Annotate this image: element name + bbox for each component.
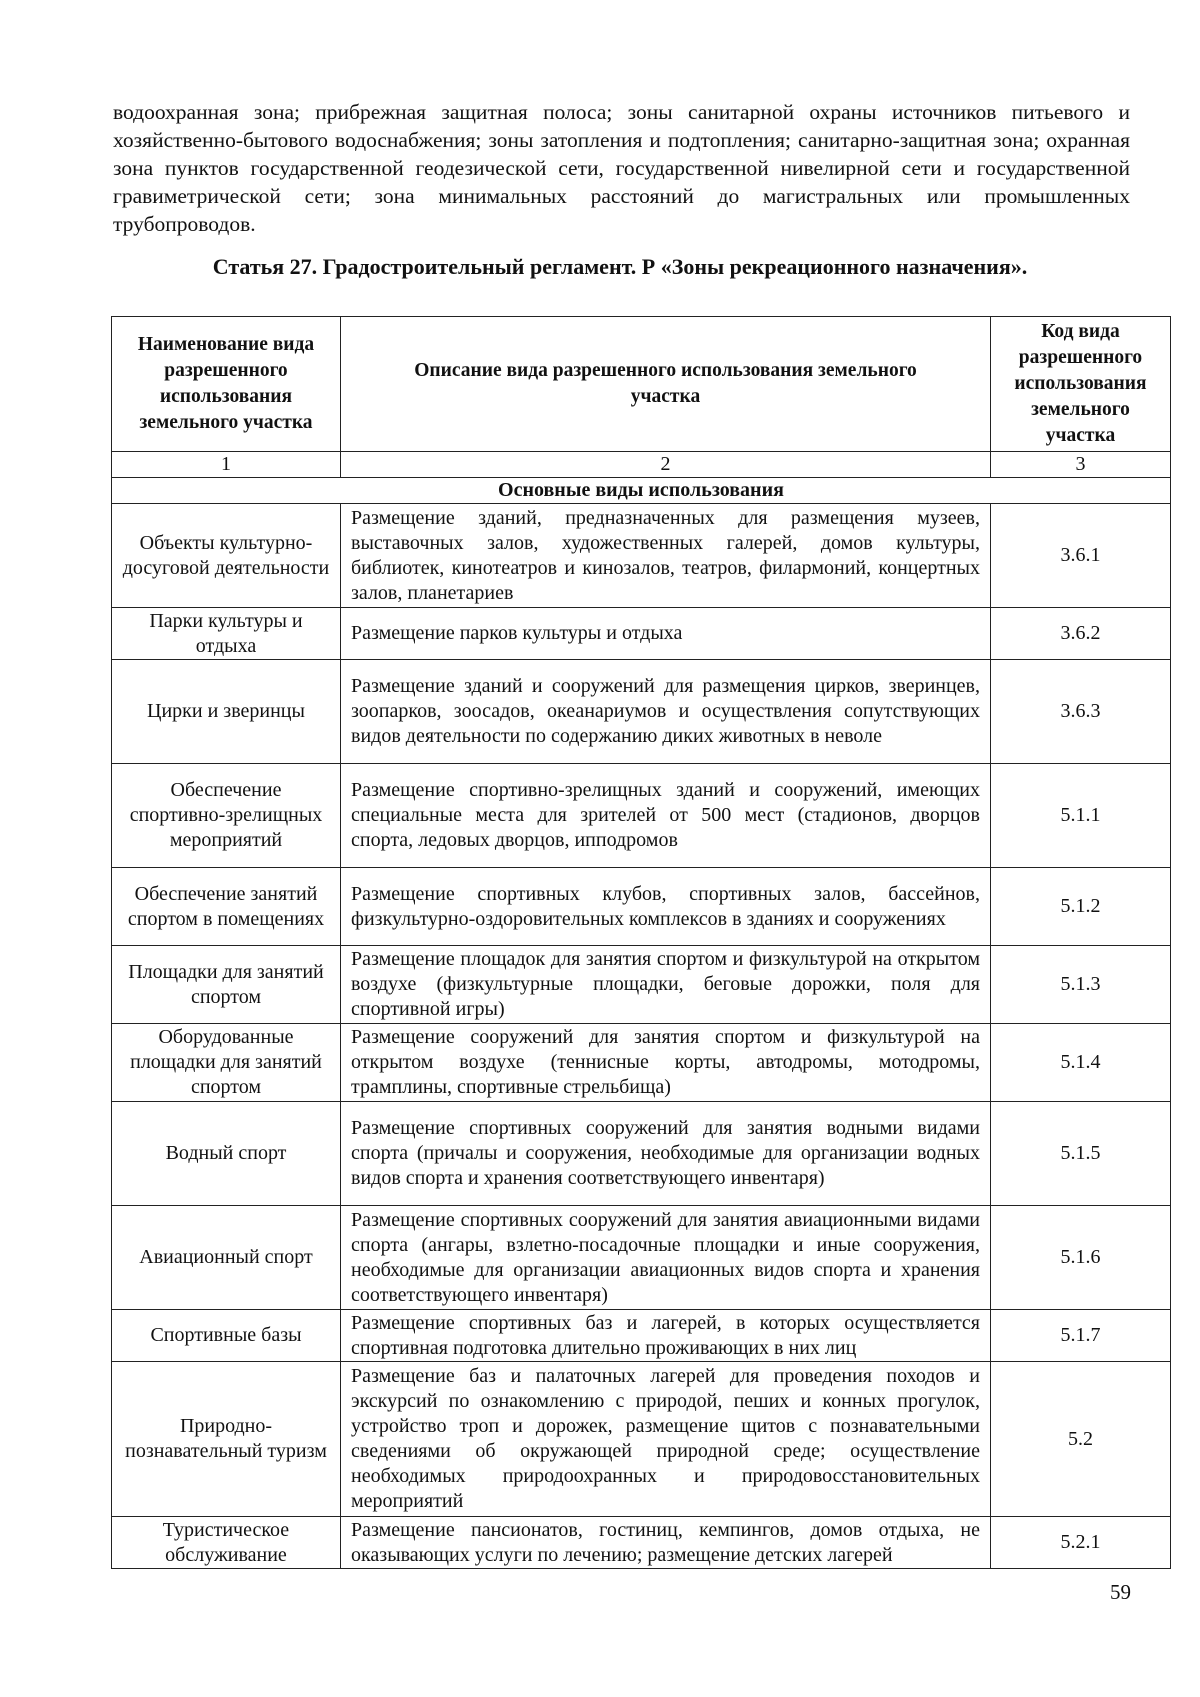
use-description: Размещение парков культуры и отдыха <box>341 608 991 660</box>
use-description: Размещение площадок для занятия спортом и физкультурой на открытом воздухе (физкультурные площадки, беговые дорожки, поля для спортивной игры) <box>341 946 991 1024</box>
use-name: Водный спорт <box>112 1102 341 1206</box>
page-number: 59 <box>1110 1580 1131 1604</box>
use-description: Размещение спортивных баз и лагерей, в которых осуществляется спортивная подготовка длительно проживающих в них лиц <box>341 1310 991 1362</box>
table-row <box>112 1362 1171 1517</box>
article-heading: Статья 27. Градостроительный регламент. Р «Зоны рекреационного назначения». <box>212 254 1028 279</box>
use-name: Туристическое обслуживание <box>112 1517 341 1569</box>
header-row <box>112 317 1171 452</box>
use-description: Размещение баз и палаточных лагерей для проведения походов и экскурсий по ознакомлению с природой, пеших и конных прогулок, устройство троп и дорожек, размещение щитов с познавательными сведениями об окружающей природной среде; осуществление необходимых природоохранных и природовосстановительных мероприятий <box>341 1362 991 1517</box>
use-name: Обеспечение спортивно-зрелищных мероприятий <box>112 764 341 868</box>
use-name: Природно-познавательный туризм <box>112 1362 341 1517</box>
use-code: 5.1.5 <box>991 1102 1171 1206</box>
col-number: 3 <box>991 452 1171 478</box>
use-code: 5.1.1 <box>991 764 1171 868</box>
use-name: Спортивные базы <box>112 1310 341 1362</box>
use-description: Размещение спортивных сооружений для занятия авиационными видами спорта (ангары, взлетно-посадочные площадки и иные сооружения, необходимые для организации авиационных видов спорта и хранения соответствующего инвентаря) <box>341 1206 991 1310</box>
header-name: Наименование вида разрешенного использования земельного участка <box>112 317 341 452</box>
col-number: 2 <box>341 452 991 478</box>
use-code: 3.6.3 <box>991 660 1171 764</box>
table-row <box>112 946 1171 1024</box>
section-title: Основные виды использования <box>112 478 1171 504</box>
use-name: Цирки и зверинцы <box>112 660 341 764</box>
use-code: 3.6.2 <box>991 608 1171 660</box>
use-name: Авиационный спорт <box>112 1206 341 1310</box>
regulation-table <box>111 316 1171 1569</box>
use-name: Парки культуры и отдыха <box>112 608 341 660</box>
use-code: 3.6.1 <box>991 504 1171 608</box>
table-row <box>112 1206 1171 1310</box>
use-code: 5.1.6 <box>991 1206 1171 1310</box>
use-name: Площадки для занятий спортом <box>112 946 341 1024</box>
table-row <box>112 868 1171 946</box>
use-code: 5.1.3 <box>991 946 1171 1024</box>
use-description: Размещение спортивных клубов, спортивных залов, бассейнов, физкультурно-оздоровительных комплексов в зданиях и сооружениях <box>341 868 991 946</box>
header-code: Код вида разрешенного использования земельного участка <box>991 317 1171 452</box>
use-description: Размещение спортивных сооружений для занятия водными видами спорта (причалы и сооружения, необходимые для организации водных видов спорта и хранения соответствующего инвентаря) <box>341 1102 991 1206</box>
use-description: Размещение сооружений для занятия спортом и физкультурой на открытом воздухе (теннисные корты, автодромы, мотодромы, трамплины, спортивные стрельбища) <box>341 1024 991 1102</box>
table-row <box>112 608 1171 660</box>
table-row <box>112 1102 1171 1206</box>
use-description: Размещение пансионатов, гостиниц, кемпингов, домов отдыха, не оказывающих услуги по лечению; размещение детских лагерей <box>341 1517 991 1569</box>
use-code: 5.2 <box>991 1362 1171 1517</box>
table-row <box>112 764 1171 868</box>
use-code: 5.2.1 <box>991 1517 1171 1569</box>
table-row <box>112 504 1171 608</box>
use-name: Обеспечение занятий спортом в помещениях <box>112 868 341 946</box>
column-numbers-row <box>112 452 1171 478</box>
header-description: Описание вида разрешенного использования земельного участка <box>341 317 991 452</box>
table-row <box>112 1024 1171 1102</box>
use-name: Объекты культурно-досуговой деятельности <box>112 504 341 608</box>
table-row <box>112 660 1171 764</box>
use-description: Размещение зданий, предназначенных для размещения музеев, выставочных залов, художественных галерей, домов культуры, библиотек, кинотеатров и кинозалов, театров, филармоний, концертных залов, планетариев <box>341 504 991 608</box>
col-number: 1 <box>112 452 341 478</box>
intro-paragraph: водоохранная зона; прибрежная защитная полоса; зоны санитарной охраны источников питьевого и хозяйственно-бытового водоснабжения; зоны затопления и подтопления; санитарно-защитная зона; охранная зона пунктов государственной геодезической сети, государственной нивелирной сети и государственной гравиметрической сети; зона минимальных расстояний до магистральных или промышленных трубопроводов. <box>113 100 1130 236</box>
use-description: Размещение спортивно-зрелищных зданий и сооружений, имеющих специальные места для зрителей от 500 мест (стадионов, дворцов спорта, ледовых дворцов, ипподромов <box>341 764 991 868</box>
table-row <box>112 1310 1171 1362</box>
section-row <box>112 478 1171 504</box>
use-code: 5.1.2 <box>991 868 1171 946</box>
use-name: Оборудованные площадки для занятий спортом <box>112 1024 341 1102</box>
use-code: 5.1.7 <box>991 1310 1171 1362</box>
use-description: Размещение зданий и сооружений для размещения цирков, зверинцев, зоопарков, зоосадов, океанариумов и осуществления сопутствующих видов деятельности по содержанию диких животных в неволе <box>341 660 991 764</box>
table-row <box>112 1517 1171 1569</box>
use-code: 5.1.4 <box>991 1024 1171 1102</box>
